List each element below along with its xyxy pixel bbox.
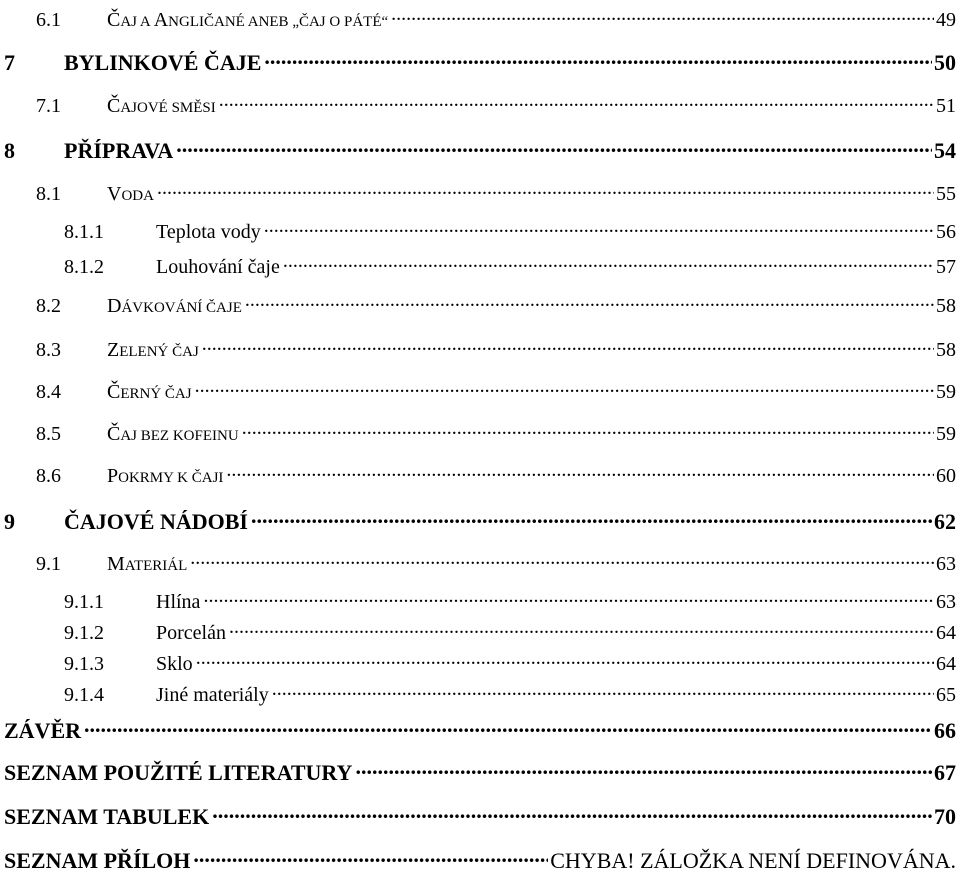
toc-entry-page: 63	[936, 553, 956, 575]
toc-entry-number: 7	[4, 50, 15, 75]
toc-entry-title-part: NGLIČANÉ ANEB „ČAJ O PÁTÉ“	[168, 14, 389, 30]
toc-entry-page: 64	[936, 653, 956, 675]
toc-leader-dots	[190, 550, 934, 570]
toc-leader-dots	[202, 336, 934, 356]
toc-leader-dots	[355, 758, 932, 780]
toc-leader-dots	[245, 292, 934, 312]
toc-entry-number: 8.1.2	[64, 256, 104, 278]
toc-entry[interactable]	[64, 650, 956, 674]
toc-leader-dots	[264, 218, 934, 238]
toc-entry-number: 8.1.1	[64, 221, 104, 243]
toc-leader-dots	[157, 180, 934, 200]
toc-entry[interactable]	[36, 550, 956, 574]
toc-entry-title-part: ERNÝ ČAJ	[120, 386, 192, 402]
toc-leader-dots	[196, 650, 934, 670]
toc-entry-page: 63	[936, 591, 956, 613]
toc-entry[interactable]	[64, 218, 956, 242]
toc-entry-number: 8.2	[36, 295, 61, 317]
toc-entry-title	[107, 296, 242, 316]
toc-entry-title-part: AJOVÉ SMĚSI	[120, 100, 216, 116]
toc-entry-page: 70	[934, 804, 956, 829]
toc-leader-dots	[203, 588, 934, 608]
toc-entry-page: 51	[936, 95, 956, 117]
toc-entry[interactable]	[64, 588, 956, 612]
toc-entry-title: Louhování čaje	[156, 256, 280, 278]
toc-leader-dots	[264, 48, 932, 70]
toc-entry-page: 49	[936, 9, 956, 31]
toc-entry-page: CHYBA! ZÁLOŽKA NENÍ DEFINOVÁNA.	[550, 848, 956, 873]
toc-entry[interactable]	[36, 6, 956, 30]
toc-entry-title-part: OKRMY K ČAJI	[118, 470, 224, 486]
toc-entry-title	[107, 554, 187, 574]
toc-entry-number: 8.1	[36, 183, 61, 205]
toc-entry-page: 54	[934, 138, 956, 163]
toc-entry-title	[107, 424, 239, 444]
toc-entry[interactable]	[4, 48, 956, 74]
toc-leader-dots	[193, 846, 548, 868]
toc-entry-title-part: A	[153, 9, 169, 31]
toc-entry-number: 8.6	[36, 465, 61, 487]
toc-leader-dots	[229, 619, 934, 639]
toc-entry[interactable]	[4, 846, 956, 872]
toc-entry-title: SEZNAM POUŽITÉ LITERATURY	[4, 760, 353, 785]
toc-entry-title-part: Č	[107, 381, 121, 403]
toc-entry-number: 9.1	[36, 553, 61, 575]
toc-entry[interactable]	[36, 292, 956, 316]
toc-entry-title	[107, 466, 223, 486]
toc-entry[interactable]	[4, 507, 956, 533]
toc-entry-number: 9.1.3	[64, 653, 104, 675]
toc-entry-page: 58	[936, 339, 956, 361]
toc-entry-title-part: ATERIÁL	[124, 558, 188, 574]
toc-entry-title-part: Č	[107, 9, 121, 31]
toc-entry-number: 7.1	[36, 95, 61, 117]
toc-entry-title: PŘÍPRAVA	[64, 138, 174, 163]
toc-entry[interactable]	[36, 180, 956, 204]
toc-entry-page: 56	[936, 221, 956, 243]
toc-entry[interactable]	[64, 681, 956, 705]
toc-leader-dots	[212, 802, 932, 824]
toc-entry-title	[107, 382, 192, 402]
toc-entry-title-part: P	[107, 465, 119, 487]
toc-entry-page: 58	[936, 295, 956, 317]
toc-entry-title-part: Č	[107, 95, 121, 117]
toc-leader-dots	[226, 462, 934, 482]
toc-leader-dots	[272, 681, 934, 701]
toc-entry[interactable]	[4, 802, 956, 828]
toc-entry-page: 62	[934, 509, 956, 534]
toc-leader-dots	[195, 378, 934, 398]
toc-entry-title-part: AJ BEZ KOFEINU	[120, 428, 239, 444]
toc-entry-page: 57	[936, 256, 956, 278]
toc-entry-title	[107, 184, 154, 204]
toc-entry-number: 9	[4, 509, 15, 534]
toc-leader-dots	[283, 253, 934, 273]
toc-entry-page: 67	[934, 760, 956, 785]
toc-entry-page: 66	[934, 718, 956, 743]
toc-entry[interactable]	[64, 253, 956, 277]
toc-entry-page: 55	[936, 183, 956, 205]
toc-entry[interactable]	[36, 378, 956, 402]
toc-entry-title-part: ODA	[121, 188, 154, 204]
toc-entry[interactable]	[4, 758, 956, 784]
toc-leader-dots	[251, 507, 932, 529]
toc-entry-title-part: Č	[107, 423, 121, 445]
toc-entry-title: Hlína	[156, 591, 201, 613]
toc-entry-number: 9.1.2	[64, 622, 104, 644]
toc-entry-title-part: M	[107, 553, 125, 575]
toc-entry-number: 6.1	[36, 9, 61, 31]
toc-entry-title: Sklo	[156, 653, 193, 675]
toc-entry-title-part: ELENÝ ČAJ	[119, 344, 199, 360]
toc-entry-title	[107, 96, 216, 116]
toc-entry[interactable]	[36, 462, 956, 486]
toc-entry-title: ZÁVĚR	[4, 718, 82, 743]
toc-entry-title	[107, 10, 388, 30]
toc-entry-title: BYLINKOVÉ ČAJE	[64, 50, 262, 75]
toc-entry[interactable]	[64, 619, 956, 643]
toc-entry-title-part: D	[107, 295, 122, 317]
toc-entry-page: 59	[936, 423, 956, 445]
toc-entry[interactable]	[36, 336, 956, 360]
toc-entry[interactable]	[36, 420, 956, 444]
toc-entry-number: 8	[4, 138, 15, 163]
toc-entry-number: 9.1.4	[64, 684, 104, 706]
toc-leader-dots	[242, 420, 934, 440]
toc-entry-title: SEZNAM PŘÍLOH	[4, 848, 191, 873]
toc-entry-title: Teplota vody	[156, 221, 261, 243]
toc-entry-title-part: ÁVKOVÁNÍ ČAJE	[121, 300, 242, 316]
toc-entry-number: 8.3	[36, 339, 61, 361]
toc-entry-number: 9.1.1	[64, 591, 104, 613]
toc-entry-page: 50	[934, 50, 956, 75]
toc-entry-title-part: V	[107, 183, 122, 205]
toc-entry-title: SEZNAM TABULEK	[4, 804, 210, 829]
toc-leader-dots	[391, 6, 934, 26]
toc-entry-title	[107, 340, 199, 360]
toc-leader-dots	[219, 92, 934, 112]
toc-entry[interactable]	[4, 136, 956, 162]
toc-leader-dots	[176, 136, 932, 158]
toc-entry-page: 60	[936, 465, 956, 487]
toc-entry[interactable]	[4, 716, 956, 742]
toc-entry-page: 65	[936, 684, 956, 706]
toc-entry-title: Jiné materiály	[156, 684, 269, 706]
toc-entry-title: Porcelán	[156, 622, 226, 644]
toc-entry-number: 8.5	[36, 423, 61, 445]
toc-entry-title-part: AJ A	[120, 14, 154, 30]
toc-leader-dots	[84, 716, 932, 738]
toc-entry[interactable]	[36, 92, 956, 116]
toc-entry-title-part: Z	[107, 339, 120, 361]
toc-entry-page: 59	[936, 381, 956, 403]
toc-entry-number: 8.4	[36, 381, 61, 403]
toc-entry-title: ČAJOVÉ NÁDOBÍ	[64, 509, 248, 534]
toc-entry-page: 64	[936, 622, 956, 644]
